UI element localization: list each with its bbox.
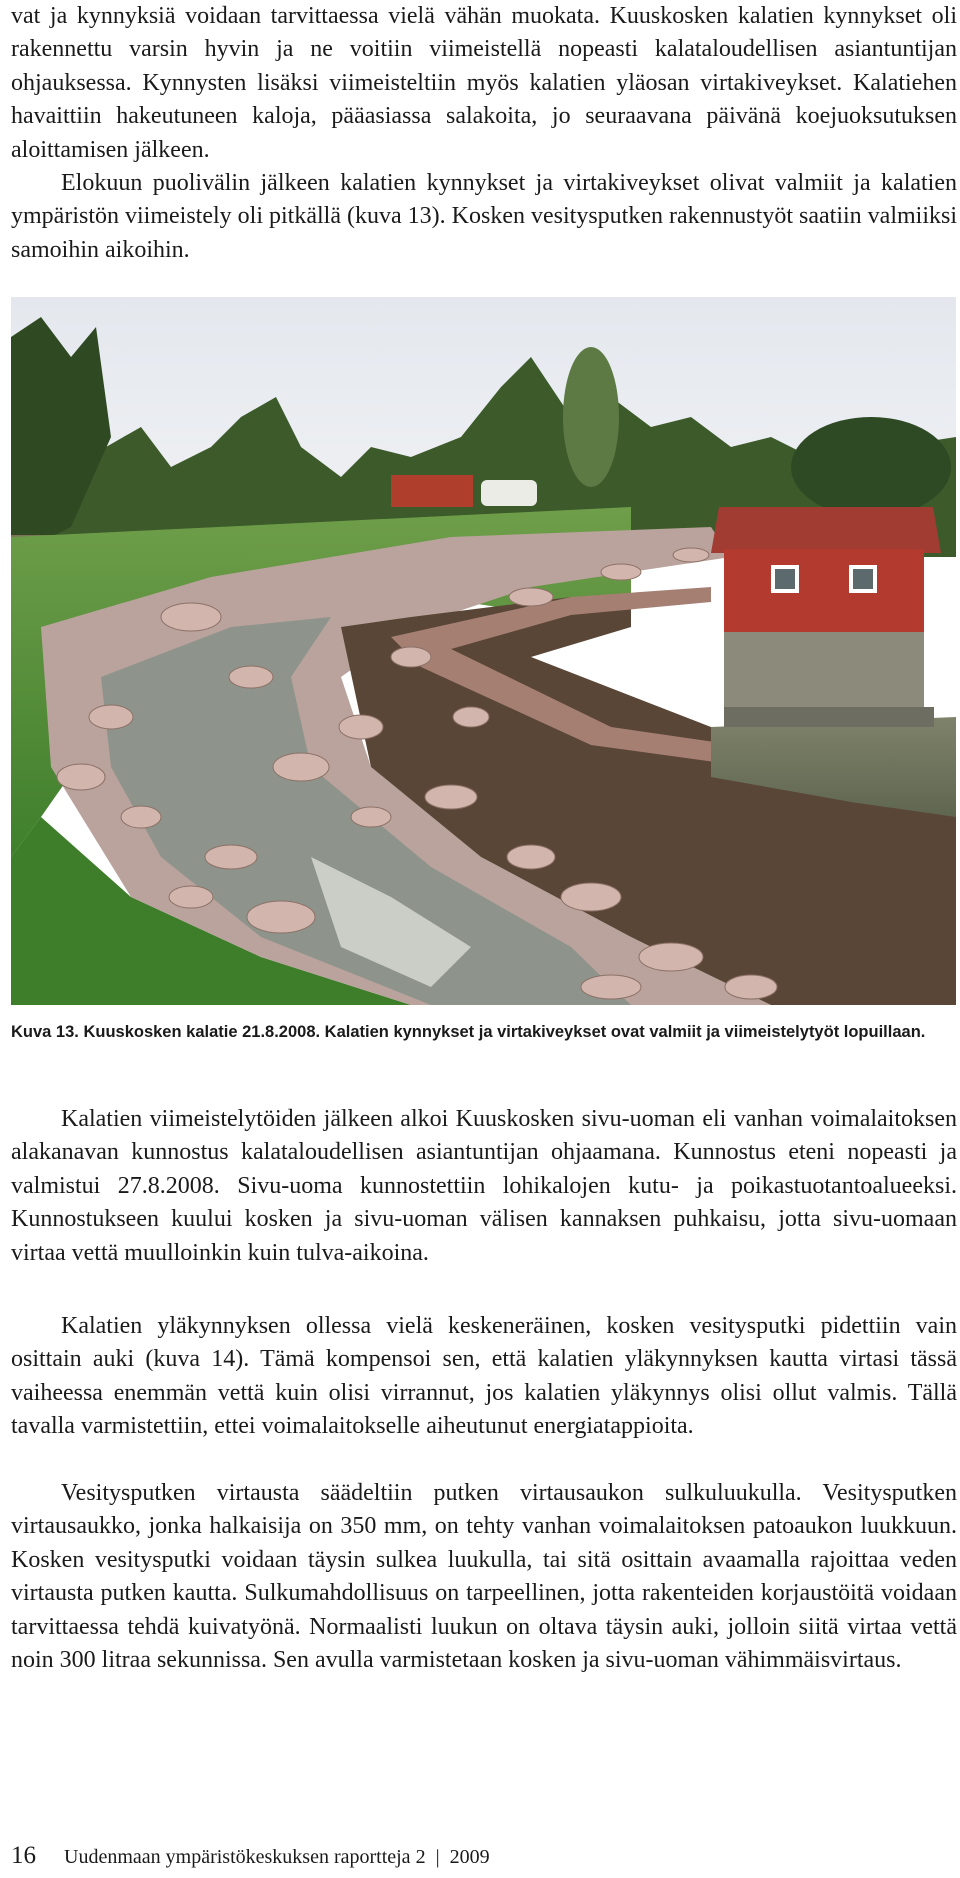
publication-title: Uudenmaan ympäristökeskuksen raportteja 2 <box>64 1846 426 1868</box>
fishway-photo <box>11 297 956 1005</box>
page-footer <box>11 1843 490 1870</box>
body-paragraph-3: Kalatien viimeistelytöiden jälkeen alkoi Kuuskosken sivu-uoman eli vanhan voimalaitoksen alakanavan kunnostus kalataloudellisen asiantuntijan ohjaamana. Kunnostus eteni nopeasti ja valmistui 27.8.2008. Sivu-uoma kunnostettiin lohikalojen kutu- ja poikastuotantoalueeksi. Kunnostukseen kuului kosken ja sivu-uoman välisen kannaksen puhkaisu, jotta sivu-uomaan virtaa vettä muulloinkin kuin tulva-aikoina. <box>11 1106 957 1266</box>
footer-separator: | <box>435 1846 440 1868</box>
publication-year: 2009 <box>449 1846 490 1868</box>
body-paragraph-4: Kalatien yläkynnyksen ollessa vielä keskeneräinen, kosken vesitysputki pidettiin vain osittain auki (kuva 14). Tämä kompensoi sen, että kalatien yläkynnyksen kautta virtasi tässä vaiheessa enemmän vettä kuin olisi virrannut, jos kalatien yläkynnys olisi ollut valmis. Tällä tavalla varmistettiin, ettei voimalaitokselle aiheutunut energiatappioita. <box>11 1313 957 1440</box>
body-paragraph-1: vat ja kynnyksiä voidaan tarvittaessa vielä vähän muokata. Kuuskosken kalatien kynnykset oli rakennettu varsin hyvin ja ne voitiin viimeistellä nopeasti kalataloudellisen asiantuntijan ohjauksessa. Kynnysten lisäksi viimeisteltiin myös kalatien yläosan virtakiveykset. Kalatiehen havaittiin hakeutuneen kaloja, pääasiassa salakoita, jo seuraavana päivänä koejuoksutuksen aloittamisen jälkeen. <box>11 3 957 163</box>
figure-caption: Kuva 13. Kuuskosken kalatie 21.8.2008. Kalatien kynnykset ja virtakiveykset ovat valmiit ja viimeistelytyöt lopuillaan. <box>11 1023 926 1041</box>
body-paragraph-5: Vesitysputken virtausta säädeltiin putken virtausaukon sulkuluukulla. Vesitysputken virtausaukko, jonka halkaisija on 350 mm, on tehty vanhan voimalaitoksen patoaukon luukkuun. Kosken vesitysputki voidaan täysin sulkea luukulla, tai sitä osittain avaamalla rajoittaa veden virtausta putken kautta. Sulkumahdollisuus on tarpeellinen, jotta rakenteiden korjaustöitä voidaan tarvittaessa tehdä kuivatyönä. Normaalisti luukun on oltava täysin auki, jolloin siitä virtaa vettä noin 300 litraa sekunnissa. Sen avulla varmistetaan kosken ja sivu-uoman vähimmäisvirtaus. <box>11 1480 957 1674</box>
page-number: 16 <box>11 1842 36 1869</box>
body-paragraph-2: Elokuun puolivälin jälkeen kalatien kynnykset ja virtakiveykset olivat valmiit ja kalatien ympäristön viimeistely oli pitkällä (kuva 13). Kosken vesitysputken rakennustyöt saatiin valmiiksi samoihin aikoihin. <box>11 170 957 263</box>
